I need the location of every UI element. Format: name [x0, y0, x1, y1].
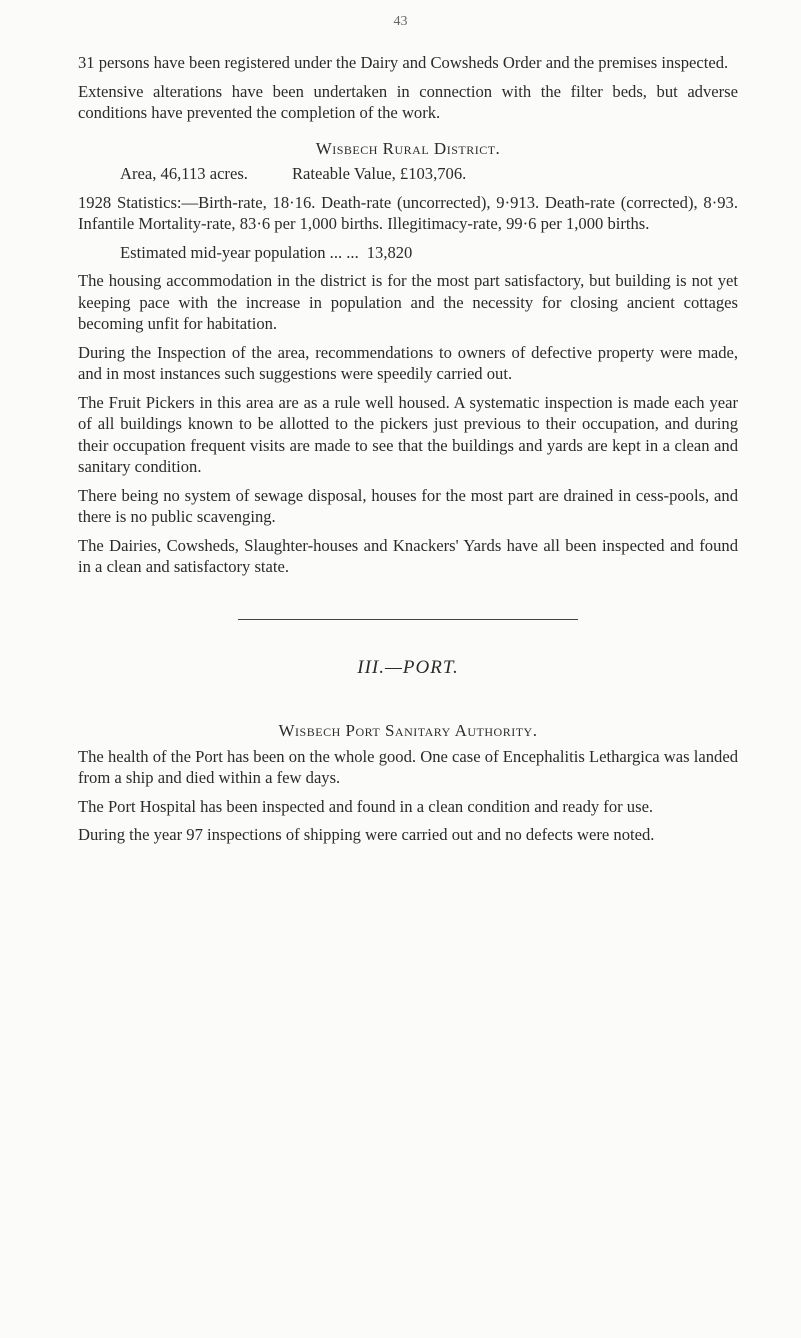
section-divider	[238, 619, 578, 620]
rural-population-value: 13,820	[366, 242, 413, 262]
rural-rateable-value: Rateable Value, £103,706.	[291, 164, 467, 183]
rural-paragraph-inspection: During the Inspection of the area, recommendations to owners of defective property were made, and in most instances such suggestions were speedily carried out.	[78, 342, 738, 383]
port-paragraph-health: The health of the Port has been on the whole good. One case of Encephalitis Lethargica was landed from a ship and died within a few days.	[78, 746, 738, 787]
section-title-port: III.—PORT.	[357, 656, 459, 678]
rural-population-line	[78, 242, 738, 264]
port-paragraph-inspections: During the year 97 inspections of shipping were carried out and no defects were noted.	[78, 825, 655, 844]
rural-paragraph-sewage: There being no system of sewage disposal, houses for the most part are drained in cess-pools, and there is no public scavenging.	[78, 485, 738, 526]
paragraph-filter-beds: Extensive alterations have been undertaken in connection with the filter beds, but adverse conditions have prevented the completion of the work.	[78, 81, 738, 122]
port-paragraph-hospital: The Port Hospital has been inspected and found in a clean condition and ready for use.	[78, 796, 654, 816]
rural-paragraph-housing: The housing accommodation in the district is for the most part satisfactory, but building is not yet keeping pace with the increase in population and the necessity for closing ancient cottages becoming unfit for habitation.	[78, 271, 738, 333]
port-authority-heading: Wisbech Port Sanitary Authority.	[278, 721, 538, 740]
page-content	[78, 52, 738, 853]
rural-district-heading: Wisbech Rural District.	[315, 138, 501, 158]
rural-paragraph-fruit-pickers: The Fruit Pickers in this area are as a rule well housed. A systematic inspection is made each year of all buildings known to be allotted to the pickers just previous to their occupation, and during their occupation frequent visits are made to see that the buildings and yards are kept in a clean and sanitary condition.	[78, 392, 738, 476]
page-number: 43	[393, 14, 408, 29]
rural-area-line	[78, 163, 738, 185]
paragraph-dairy-registration: 31 persons have been registered under the Dairy and Cowsheds Order and the premises inspected.	[78, 53, 729, 72]
rural-statistics: 1928 Statistics:—Birth-rate, 18·16. Death-rate (uncorrected), 9·913. Death-rate (corrected), 8·93. Infantile Mortality-rate, 83·6 per 1,000 births. Illegitimacy-rate, 99·6 per 1,000 births.	[78, 192, 738, 233]
rural-area: Area, 46,113 acres.	[120, 164, 248, 183]
rural-paragraph-dairies: The Dairies, Cowsheds, Slaughter-houses and Knackers' Yards have all been inspected and found in a clean and satisfactory state.	[78, 535, 738, 576]
rural-population-label: Estimated mid-year population ... ...	[120, 242, 359, 262]
